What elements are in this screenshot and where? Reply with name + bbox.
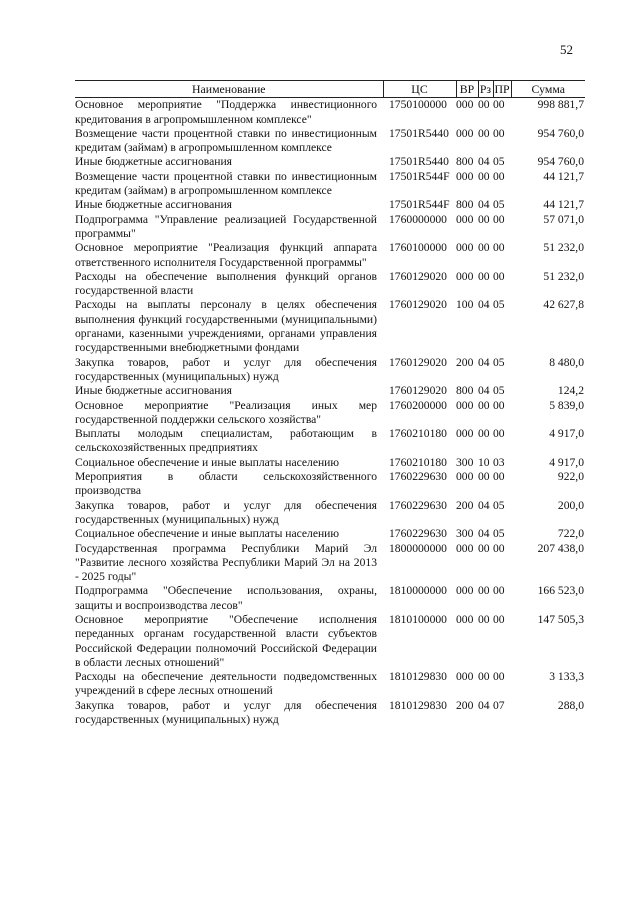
cell-subsection: 00 [493,427,505,441]
cell-subsection: 00 [493,612,505,626]
cell-section: 00 [478,670,490,684]
cell-expense-type: 000 [456,541,474,555]
cell-name: Иные бюджетные ассигнования [75,384,232,398]
cell-target-article: 17501R5440 [389,155,449,169]
cell-target-article: 17501R544F [389,169,450,183]
table-row [75,584,585,613]
cell-subsection: 05 [493,198,505,212]
cell-expense-type: 800 [456,384,474,398]
cell-expense-type: 300 [456,527,474,541]
cell-name: Расходы на выплаты персоналу в целях обеспечения выполнения функций государственными (муниципальными) органами, казенными учреждениями, органами управления государственными внебюджетными фондами [75,298,377,355]
cell-amount: 207 438,0 [537,541,584,555]
budget-table-container [75,80,585,727]
cell-amount: 200,0 [557,498,584,512]
cell-amount: 44 121,7 [543,169,584,183]
table-row [75,499,585,528]
cell-amount: 4 917,0 [549,455,584,469]
table-body [75,98,585,728]
cell-amount: 4 917,0 [549,427,584,441]
cell-section: 00 [478,169,490,183]
cell-name: Закупка товаров, работ и услуг для обеспечения государственных (муниципальных) нужд [75,498,377,526]
cell-amount: 954 760,0 [537,126,584,140]
cell-name: Основное мероприятие "Поддержка инвестиционного кредитования в агропромышленном комплексе" [75,98,377,126]
cell-expense-type: 800 [456,155,474,169]
table-row [75,470,585,499]
cell-amount: 124,2 [557,384,584,398]
cell-target-article: 1760200000 [389,398,447,412]
table-row [75,155,585,169]
cell-subsection: 00 [493,670,505,684]
cell-section: 10 [478,455,490,469]
cell-target-article: 1760229630 [389,527,447,541]
cell-section: 04 [478,384,490,398]
cell-section: 04 [478,355,490,369]
table-row [75,542,585,585]
table-row [75,456,585,470]
table-row [75,170,585,199]
cell-target-article: 1750100000 [389,98,447,112]
cell-section: 00 [478,269,490,283]
cell-amount: 51 232,0 [543,269,584,283]
cell-expense-type: 200 [456,698,474,712]
cell-subsection: 05 [493,384,505,398]
cell-name: Мероприятия в области сельскохозяйственного производства [75,470,377,498]
cell-section: 00 [478,470,490,484]
cell-name: Социальное обеспечение и иные выплаты населению [75,527,340,541]
cell-expense-type: 800 [456,198,474,212]
table-row [75,298,585,355]
cell-expense-type: 000 [456,470,474,484]
cell-expense-type: 000 [456,241,474,255]
cell-name: Расходы на обеспечение выполнения функций органов государственной власти [75,269,377,298]
cell-target-article: 1760229630 [389,470,447,484]
cell-subsection: 00 [493,541,505,555]
cell-section: 04 [478,498,490,512]
cell-subsection: 00 [493,398,505,412]
table-row [75,213,585,242]
cell-expense-type: 000 [456,584,474,598]
cell-amount: 57 071,0 [543,212,584,226]
cell-expense-type: 000 [456,427,474,441]
cell-section: 00 [478,541,490,555]
table-row [75,98,585,127]
table-row [75,699,585,728]
header-rz: Рз [479,82,492,96]
table-row [75,670,585,699]
header-sum: Сумма [511,81,585,98]
cell-subsection: 00 [493,241,505,255]
cell-expense-type: 300 [456,455,474,469]
cell-expense-type: 000 [456,126,474,140]
cell-section: 04 [478,198,490,212]
cell-target-article: 1760129020 [389,355,447,369]
cell-subsection: 00 [493,169,505,183]
cell-expense-type: 000 [456,169,474,183]
cell-name: Основное мероприятие "Обеспечение исполнения переданных органам государственной власти субъектов Российской Федерации полномочий Российской Федерации в области лесных отношений" [75,612,377,669]
cell-amount: 3 133,3 [549,670,584,684]
cell-subsection: 05 [493,298,505,312]
cell-amount: 922,0 [557,470,584,484]
page-number: 52 [560,42,573,57]
table-row [75,198,585,212]
cell-name: Социальное обеспечение и иные выплаты населению [75,455,340,469]
table-row [75,356,585,385]
cell-target-article: 1760000000 [389,212,447,226]
cell-section: 04 [478,527,490,541]
cell-target-article: 1760129020 [389,384,447,398]
cell-target-article: 1760129020 [389,269,447,283]
cell-target-article: 1810129830 [389,698,447,712]
cell-section: 00 [478,98,490,112]
cell-subsection: 03 [493,455,505,469]
cell-section: 04 [478,698,490,712]
cell-subsection: 00 [493,269,505,283]
cell-amount: 42 627,8 [543,298,584,312]
cell-expense-type: 000 [456,269,474,283]
table-row [75,270,585,299]
cell-target-article: 17501R5440 [389,126,449,140]
cell-expense-type: 000 [456,212,474,226]
cell-section: 04 [478,155,490,169]
cell-target-article: 1760229630 [389,498,447,512]
cell-target-article: 1760100000 [389,241,447,255]
cell-subsection: 07 [493,698,505,712]
cell-expense-type: 200 [456,355,474,369]
cell-target-article: 1800000000 [389,541,447,555]
cell-subsection: 05 [493,527,505,541]
cell-section: 00 [478,584,490,598]
cell-name: Основное мероприятие "Реализация функций аппарата ответственного исполнителя Государственной программы" [75,241,377,269]
cell-name: Закупка товаров, работ и услуг для обеспечения государственных (муниципальных) нужд [75,698,377,727]
cell-subsection: 00 [493,212,505,226]
cell-name: Основное мероприятие "Реализация иных мер государственной поддержки сельского хозяйства" [75,398,377,426]
cell-target-article: 1810129830 [389,670,447,684]
cell-target-article: 1760129020 [389,298,447,312]
cell-section: 00 [478,212,490,226]
budget-table [75,80,585,727]
table-row [75,527,585,541]
cell-section: 00 [478,427,490,441]
cell-subsection: 00 [493,584,505,598]
header-pr: ПР [494,82,510,96]
cell-amount: 44 121,7 [543,198,584,212]
cell-name: Выплаты молодым специалистам, работающим в сельскохозяйственных предприятиях [75,427,377,455]
cell-expense-type: 000 [456,98,474,112]
cell-section: 04 [478,298,490,312]
cell-name: Подпрограмма "Обеспечение использования, охраны, защиты и воспроизводства лесов" [75,584,377,612]
cell-amount: 722,0 [557,527,584,541]
table-row [75,127,585,156]
cell-expense-type: 200 [456,498,474,512]
table-row [75,399,585,428]
cell-name: Подпрограмма "Управление реализацией Государственной программы" [75,212,377,240]
cell-name: Расходы на обеспечение деятельности подведомственных учреждений в сфере лесных отношений [75,670,377,698]
table-header-row [75,81,585,98]
cell-name: Государственная программа Республики Марий Эл "Развитие лесного хозяйства Республики Марий Эл на 2013 - 2025 годы" [75,541,377,584]
cell-subsection: 00 [493,98,505,112]
cell-name: Возмещение части процентной ставки по инвестиционным кредитам (займам) в агропромышленном комплексе [75,126,377,155]
cell-expense-type: 000 [456,398,474,412]
cell-subsection: 05 [493,155,505,169]
table-row [75,384,585,398]
cell-amount: 5 839,0 [549,398,584,412]
table-row [75,241,585,270]
cell-target-article: 1760210180 [389,455,447,469]
cell-section: 00 [478,612,490,626]
header-name: Наименование [75,81,383,98]
cell-name: Возмещение части процентной ставки по инвестиционным кредитам (займам) в агропромышленном комплексе [75,169,377,198]
cell-expense-type: 100 [456,298,474,312]
cell-amount: 288,0 [557,698,584,712]
cell-subsection: 05 [493,355,505,369]
cell-name: Закупка товаров, работ и услуг для обеспечения государственных (муниципальных) нужд [75,355,377,383]
cell-name: Иные бюджетные ассигнования [75,155,232,169]
cell-amount: 147 505,3 [537,612,584,626]
cell-amount: 998 881,7 [537,98,584,112]
table-row [75,613,585,670]
cell-amount: 8 480,0 [549,355,584,369]
cell-section: 00 [478,398,490,412]
cell-subsection: 00 [493,470,505,484]
cell-expense-type: 000 [456,612,474,626]
cell-target-article: 1810000000 [389,584,447,598]
cell-target-article: 1760210180 [389,427,447,441]
cell-subsection: 00 [493,126,505,140]
header-vr: ВР [456,81,478,98]
cell-expense-type: 000 [456,670,474,684]
header-ts: ЦС [383,81,456,98]
cell-target-article: 17501R544F [389,198,450,212]
cell-name: Иные бюджетные ассигнования [75,198,232,212]
cell-amount: 51 232,0 [543,241,584,255]
cell-section: 00 [478,241,490,255]
cell-amount: 166 523,0 [537,584,584,598]
cell-amount: 954 760,0 [537,155,584,169]
table-row [75,427,585,456]
cell-target-article: 1810100000 [389,612,447,626]
cell-subsection: 05 [493,498,505,512]
cell-section: 00 [478,126,490,140]
